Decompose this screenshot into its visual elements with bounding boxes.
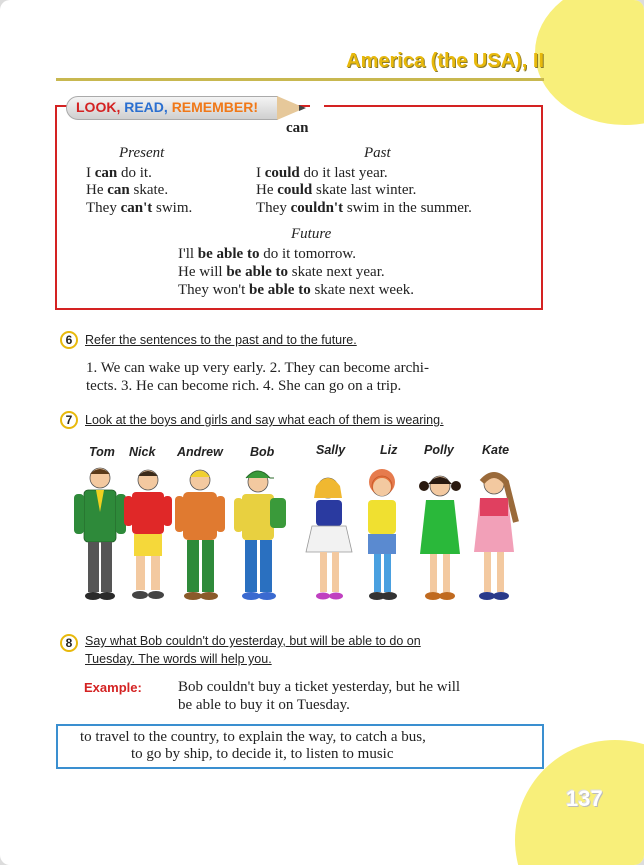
kid-name-sally: Sally — [316, 443, 346, 457]
figure-sally — [306, 478, 352, 600]
example-line-2: be able to buy it on Tuesday. — [178, 697, 350, 713]
exercise-6-instruction: Refer the sentences to the past and to the future. — [85, 333, 357, 347]
kid-name-nick: Nick — [129, 445, 156, 459]
exercise-8-instruction-line-2: Tuesday. The words will help you. — [85, 652, 272, 666]
figure-tom — [74, 468, 126, 600]
exercise-7-instruction: Look at the boys and girls and say what each of them is wearing. — [85, 413, 444, 427]
past-line-3: They couldn't swim in the summer. — [256, 200, 472, 216]
present-label: Present — [119, 145, 165, 161]
figure-bob — [234, 471, 286, 600]
kid-name-liz: Liz — [380, 443, 398, 457]
figure-kate — [474, 474, 516, 600]
exercise-6-line-1: 1. We can wake up very early. 2. They can become archi- — [86, 360, 429, 376]
badge-word-remember: REMEMBER! — [171, 99, 259, 115]
page-title: America (the USA), II — [346, 50, 544, 72]
badge-word-read: READ, — [124, 99, 168, 115]
example-line-1: Bob couldn't buy a ticket yesterday, but he will — [178, 679, 461, 695]
kid-name-tom: Tom — [89, 445, 115, 459]
exercise-8-number: 8 — [60, 634, 78, 652]
past-label: Past — [364, 145, 391, 161]
exercise-6-number: 6 — [60, 331, 78, 349]
future-line-2: He will be able to skate next year. — [178, 264, 385, 280]
page-number: 137 — [566, 786, 603, 811]
grammar-heading: can — [286, 120, 309, 136]
title-underline — [56, 78, 544, 81]
exercise-6-line-2: tects. 3. He can become rich. 4. She can go on a trip. — [86, 378, 402, 394]
word-bank-line-1: to travel to the country, to explain the way, to catch a bus, — [80, 729, 426, 745]
corner-decoration-top — [535, 0, 644, 125]
future-line-3: They won't be able to skate next week. — [178, 282, 414, 298]
kid-name-andrew: Andrew — [177, 445, 223, 459]
pencil-badge — [66, 96, 306, 120]
kid-name-kate: Kate — [482, 443, 510, 457]
present-line-3: They can't swim. — [86, 200, 193, 216]
badge-word-look: LOOK, — [76, 99, 121, 115]
figure-andrew — [175, 470, 225, 600]
exercise-8-instruction-line-1: Say what Bob couldn't do yesterday, but will be able to do on — [85, 634, 421, 648]
figure-nick — [124, 470, 172, 599]
figure-liz — [368, 469, 397, 600]
future-label: Future — [291, 226, 332, 242]
word-bank-line-2: to go by ship, to decide it, to listen to music — [131, 746, 394, 762]
example-label: Example: — [84, 680, 142, 695]
past-line-2: He could skate last winter. — [256, 182, 417, 198]
past-line-1: I could do it last year. — [256, 165, 388, 181]
present-line-1: I can do it. — [86, 165, 152, 181]
present-line-2: He can skate. — [86, 182, 169, 198]
figure-polly — [419, 476, 461, 600]
children-illustration — [62, 462, 542, 612]
exercise-7-number: 7 — [60, 411, 78, 429]
future-line-1: I'll be able to do it tomorrow. — [178, 246, 356, 262]
kid-name-bob: Bob — [250, 445, 275, 459]
kid-name-polly: Polly — [424, 443, 454, 457]
